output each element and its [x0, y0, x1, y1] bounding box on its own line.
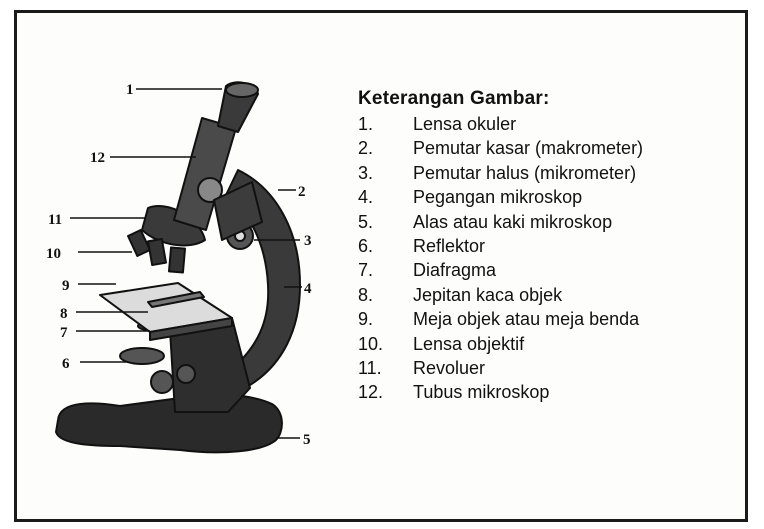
- legend-number: 3.: [358, 162, 374, 183]
- legend-item: [358, 283, 738, 307]
- callout-9: 9: [62, 278, 70, 294]
- callout-5: 5: [303, 432, 311, 448]
- legend-text: Reflektor: [413, 236, 486, 257]
- callout-10: 10: [46, 246, 61, 262]
- legend-text: Lensa objektif: [413, 333, 525, 354]
- legend-item: [358, 185, 738, 209]
- fine-knob: [151, 371, 173, 393]
- legend-number: 7.: [358, 260, 374, 281]
- legend-item: [358, 356, 738, 380]
- legend-number: 8.: [358, 284, 374, 305]
- legend-text: Pemutar halus (mikrometer): [413, 162, 637, 183]
- legend-title: Keterangan Gambar:: [358, 88, 550, 109]
- legend-number: 2.: [358, 138, 374, 159]
- legend-number: 6.: [358, 236, 374, 257]
- callout-3: 3: [304, 233, 312, 249]
- callout-11: 11: [48, 212, 63, 228]
- callout-4: 4: [304, 281, 312, 297]
- legend-list: [358, 112, 738, 405]
- legend-text: Tubus mikroskop: [413, 382, 550, 403]
- reflector: [120, 348, 164, 364]
- legend-number: 5.: [358, 211, 374, 232]
- legend-item: [358, 112, 738, 136]
- legend-item: [358, 210, 738, 234]
- legend-text: Alas atau kaki mikroskop: [413, 211, 613, 232]
- legend-text: Lensa okuler: [413, 114, 517, 134]
- legend-number: 1.: [358, 114, 374, 134]
- legend-text: Pegangan mikroskop: [413, 187, 583, 208]
- legend-text: Diafragma: [413, 260, 497, 281]
- callout-6: 6: [62, 356, 70, 372]
- callout-8: 8: [60, 306, 68, 322]
- legend-item: [358, 307, 738, 331]
- legend-item: [358, 332, 738, 356]
- callout-2: 2: [298, 184, 306, 200]
- callout-12: 12: [90, 150, 105, 166]
- legend-text: Meja objek atau meja benda: [413, 309, 640, 330]
- microscope-illustration: [56, 82, 300, 452]
- legend-item: [358, 136, 738, 160]
- microscope-base: [56, 395, 282, 453]
- legend-number: 12.: [358, 382, 384, 403]
- legend: [358, 88, 738, 405]
- objective-lens-b: [148, 239, 166, 265]
- legend-number: 10.: [358, 333, 384, 354]
- legend-number: 11.: [358, 358, 382, 379]
- legend-item: [358, 234, 738, 258]
- legend-text: Jepitan kaca objek: [413, 284, 563, 305]
- legend-number: 9.: [358, 309, 374, 330]
- callout-1: 1: [126, 82, 134, 98]
- legend-text: Pemutar kasar (makrometer): [413, 138, 644, 159]
- callout-7: 7: [60, 325, 68, 341]
- legend-item: [358, 258, 738, 282]
- legend-item: [358, 380, 738, 404]
- legend-item: [358, 161, 738, 185]
- legend-text: Revoluer: [413, 358, 486, 379]
- legend-number: 4.: [358, 187, 374, 208]
- objective-lens-c: [169, 247, 185, 272]
